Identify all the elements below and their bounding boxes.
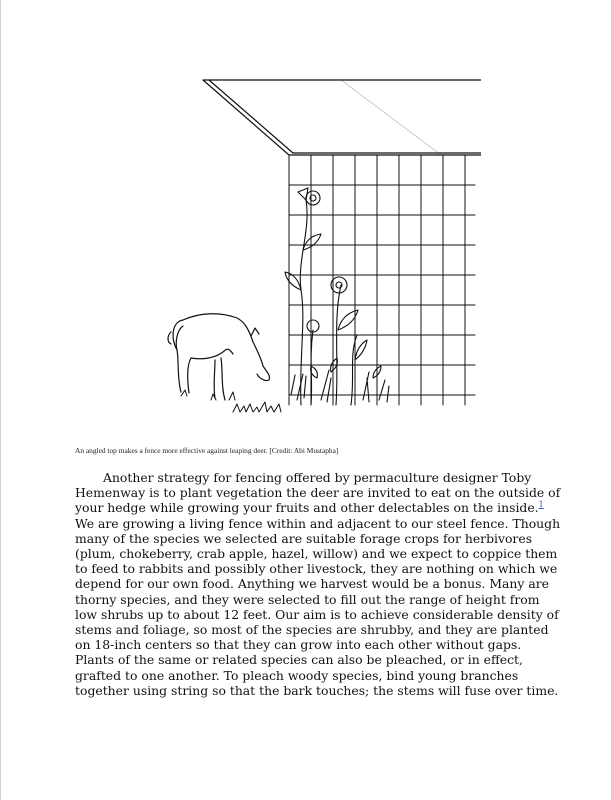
climbing-plants <box>285 188 389 405</box>
figure-caption: An angled top makes a fence more effective against leaping deer. [Credit: Abi Mustapha] <box>75 446 339 455</box>
paragraph-text-part-1: Another strategy for fencing offered by permaculture designer Toby Hemenway is to plant vegetation the deer are invited to eat on the outside of your hedge while growing your fruits and other delectables on the inside. <box>75 470 561 516</box>
ground-grass <box>181 390 281 412</box>
paragraph-text-part-2: We are growing a living fence within and adjacent to our steel fence. Though many of the species we selected are suitable forage crops for herbivores (plum, chokeberry, crab apple, hazel, willow) and we expect to coppice them to feed to rabbits and possibly other livestock, they are nothing on which we depend for our own food. Anything we harvest would be a bonus. Many are thorny species, and they were selected to fill out the range of height from low shrubs up to about 12 feet. Our aim is to achieve considerable density of stems and foliage, so most of the species are shrubby, and they are planted on 18-inch centers so that they can grow into each other without gaps. Plants of the same or related species can also be pleached, or in effect, grafted to one another. To pleach woody species, bind young branches together using string so that the bark touches; the stems will fuse over time. <box>75 515 561 698</box>
body-paragraph <box>75 470 563 698</box>
deer-drawing <box>168 314 270 400</box>
fence-angled-top <box>203 80 481 155</box>
footnote-link[interactable]: 1 <box>538 500 544 510</box>
fence-deer-illustration <box>141 60 481 430</box>
